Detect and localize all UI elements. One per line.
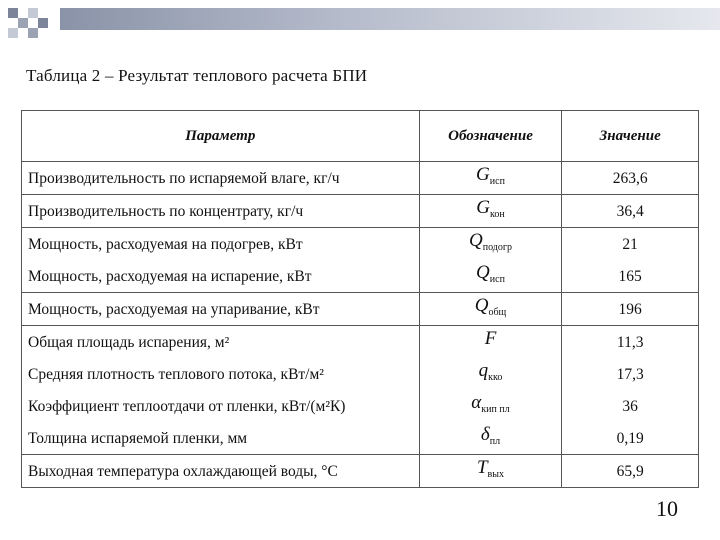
table-row [22,326,699,359]
row-value: 17,3 [562,358,699,390]
page-number: 10 [656,496,678,521]
symbol-subscript: вых [487,469,504,480]
header-gradient-band [60,8,720,30]
row-value: 11,3 [562,326,699,359]
symbol-subscript: общ [488,307,507,318]
results-table [21,110,699,488]
table-caption: Таблица 2 – Результат теплового расчета БПИ [26,66,368,85]
table-row [22,228,699,261]
row-value: 36,4 [562,195,699,228]
symbol-letter: Q [468,230,483,251]
symbol-subscript: кип пл [481,404,510,415]
row-symbol [419,260,562,293]
symbol-letter: δ [480,424,490,445]
table-row [22,390,699,422]
symbol-subscript: кон [490,209,505,220]
table-row [22,260,699,293]
symbol-letter: T [476,457,488,478]
header-value: Значение [562,111,699,162]
symbol-letter: q [478,360,489,381]
row-param: Коэффициент теплоотдачи от пленки, кВт/(м²К) [22,390,420,422]
row-param: Общая площадь испарения, м² [22,326,420,359]
table-row [22,358,699,390]
row-symbol [419,455,562,488]
row-param: Мощность, расходуемая на испарение, кВт [22,260,420,293]
row-value: 165 [562,260,699,293]
table-header-row [22,111,699,162]
symbol-subscript: исп [489,176,505,187]
row-param: Производительность по испаряемой влаге, кг/ч [22,162,420,195]
symbol-subscript: исп [489,274,505,285]
row-value: 0,19 [562,422,699,455]
row-symbol [419,228,562,261]
symbol-letter: G [476,197,490,218]
row-symbol [419,162,562,195]
header-symbol: Обозначение [419,111,562,162]
row-param: Мощность, расходуемая на упаривание, кВт [22,293,420,326]
table-row [22,293,699,326]
symbol-letter: Q [474,295,489,316]
row-value: 263,6 [562,162,699,195]
row-value: 21 [562,228,699,261]
row-symbol [419,422,562,455]
table-body [22,162,699,488]
row-symbol [419,195,562,228]
symbol-subscript: подогр [482,242,512,253]
symbol-letter: Q [476,262,490,283]
symbol-subscript: кко [488,372,503,383]
row-symbol [419,326,562,359]
row-value: 36 [562,390,699,422]
row-symbol [419,293,562,326]
table-row [22,162,699,195]
row-value: 196 [562,293,699,326]
row-symbol [419,390,562,422]
row-symbol [419,358,562,390]
symbol-letter: F [484,328,497,349]
table-row [22,455,699,488]
table-row [22,422,699,455]
row-value: 65,9 [562,455,699,488]
symbol-letter: G [476,164,490,185]
row-param: Средняя плотность теплового потока, кВт/м² [22,358,420,390]
header-param: Параметр [22,111,420,162]
table-row [22,195,699,228]
symbol-letter: α [471,392,482,413]
symbol-subscript: пл [489,436,501,447]
row-param: Мощность, расходуемая на подогрев, кВт [22,228,420,261]
row-param: Выходная температура охлаждающей воды, °С [22,455,420,488]
corner-checker-decoration [0,0,60,42]
row-param: Толщина испаряемой пленки, мм [22,422,420,455]
row-param: Производительность по концентрату, кг/ч [22,195,420,228]
